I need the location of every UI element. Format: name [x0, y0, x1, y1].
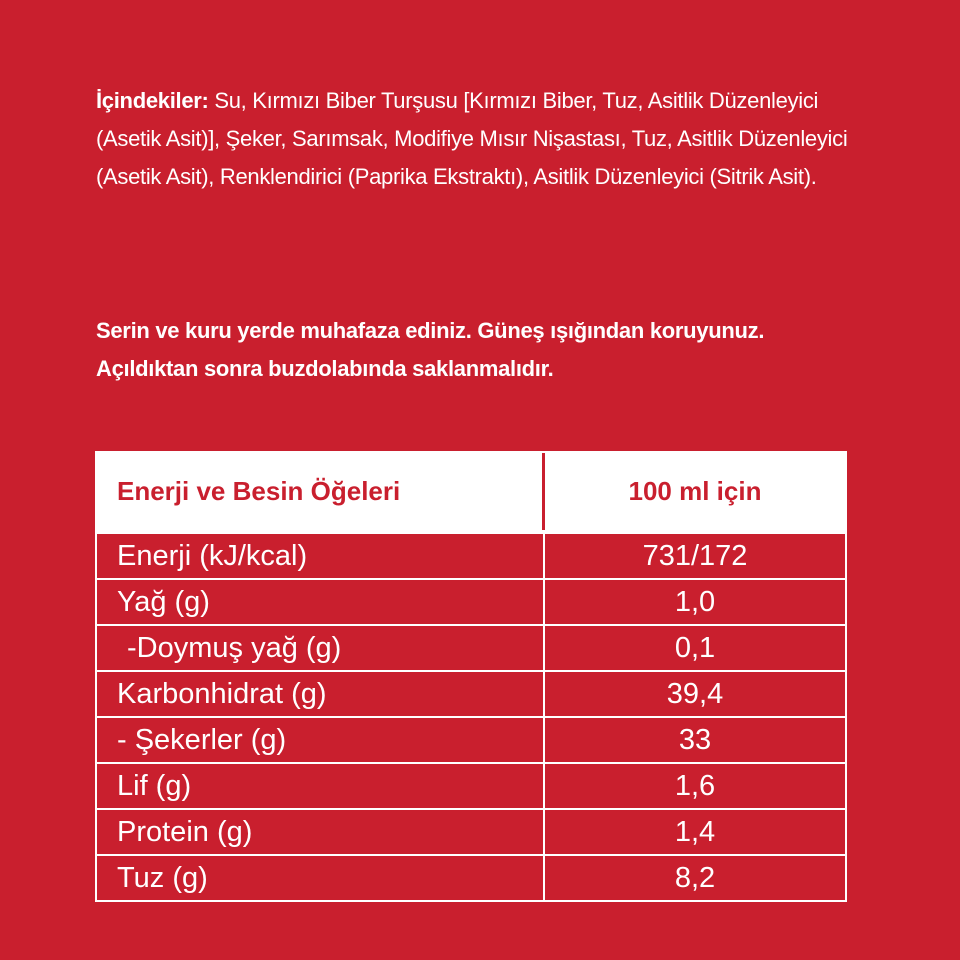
table-row: [97, 762, 845, 808]
row-label: Protein (g): [97, 810, 545, 854]
row-value: 731/172: [642, 539, 748, 572]
row-label: Yağ (g): [97, 580, 545, 624]
row-value: 1,0: [674, 585, 716, 618]
table-row: [97, 670, 845, 716]
ingredients-list: Su, Kırmızı Biber Turşusu [Kırmızı Biber, Tuz, Asitlik Düzenleyici (Asetik Asit)], Şeker, Sarımsak, Modifiye Mısır Nişastası, Tuz, Asitlik Düzenleyici (Asetik Asit), Renklendirici (Paprika Ekstraktı), Asitlik Düzenleyici (Sitrik Asit).: [96, 88, 848, 189]
row-value: 1,4: [674, 815, 716, 848]
nutrition-table-header: [97, 453, 845, 532]
row-label: Karbonhidrat (g): [97, 672, 545, 716]
table-row: [97, 808, 845, 854]
header-label: Enerji ve Besin Öğeleri: [97, 453, 545, 530]
table-row: [97, 578, 845, 624]
row-label: Enerji (kJ/kcal): [97, 534, 545, 578]
ingredients-label: İçindekiler:: [96, 88, 209, 113]
row-value: 0,1: [674, 631, 716, 664]
row-value: 1,6: [674, 769, 716, 802]
table-row: [97, 854, 845, 900]
storage-line-1: Serin ve kuru yerde muhafaza ediniz. Güneş ışığından koruyunuz.: [96, 318, 765, 343]
storage-instructions: [96, 312, 896, 388]
ingredients-text: [96, 82, 876, 196]
header-value: 100 ml için: [628, 476, 762, 506]
table-row: [97, 716, 845, 762]
row-value: 33: [678, 723, 712, 756]
row-label: Lif (g): [97, 764, 545, 808]
row-label: - Şekerler (g): [97, 718, 545, 762]
table-row: [97, 532, 845, 578]
row-label: -Doymuş yağ (g): [97, 626, 545, 670]
storage-line-2: Açıldıktan sonra buzdolabında saklanmalıdır.: [96, 356, 554, 381]
row-label: Tuz (g): [97, 856, 545, 900]
row-value: 8,2: [674, 861, 716, 894]
nutrition-table: [95, 451, 847, 902]
table-row: [97, 624, 845, 670]
row-value: 39,4: [666, 677, 724, 710]
